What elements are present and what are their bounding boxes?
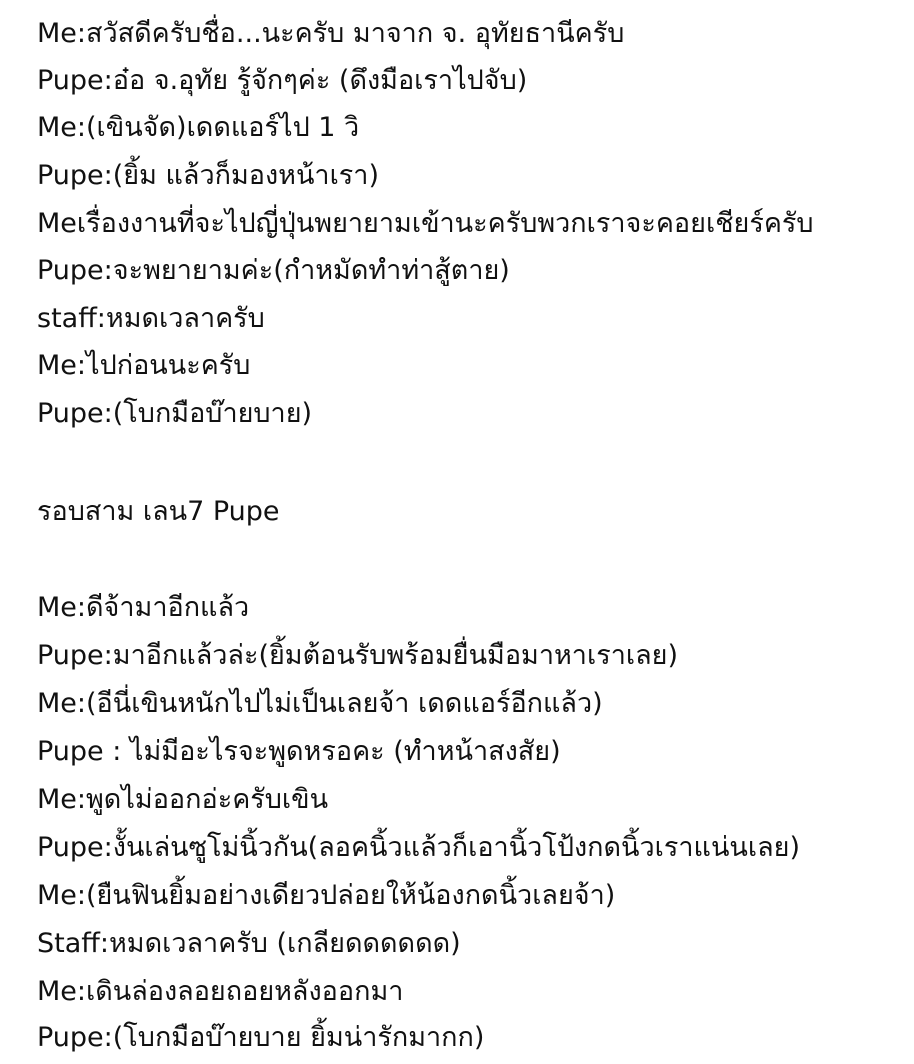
transcript-line: Me:(ยืนฟินยิ้มอย่างเดียวปล่อยให้น้องกดนิ้วเลยจ้า) <box>37 880 616 911</box>
transcript-line: Me:ดีจ้ามาอีกแล้ว <box>37 592 250 623</box>
transcript-line: Me:เดินล่องลอยถอยหลังออกมา <box>37 976 404 1007</box>
section-heading: รอบสาม เลน7 Pupe <box>37 496 280 527</box>
transcript-line: Me:พูดไม่ออกอ่ะครับเขิน <box>37 784 329 815</box>
transcript-line: Me:สวัสดีครับชื่อ...นะครับ มาจาก จ. อุทัยธานีครับ <box>37 18 625 49</box>
transcript-line: Me:ไปก่อนนะครับ <box>37 350 251 381</box>
transcript-line: Pupe:(โบกมือบ๊ายบาย ยิ้มน่ารักมากก) <box>37 1022 485 1053</box>
transcript-line: Meเรื่องงานที่จะไปญี่ปุ่นพยายามเข้านะครับพวกเราจะคอยเชียร์ครับ <box>37 208 814 239</box>
transcript-line: Pupe:จะพยายามค่ะ(กำหมัดทำท่าสู้ตาย) <box>37 255 510 286</box>
transcript-line: Pupe:มาอีกแล้วล่ะ(ยิ้มต้อนรับพร้อมยื่นมือมาหาเราเลย) <box>37 640 678 671</box>
transcript-line: staff:หมดเวลาครับ <box>37 303 265 334</box>
transcript-line: Pupe:อ๋อ จ.อุทัย รู้จักๆค่ะ (ดึงมือเราไปจับ) <box>37 65 528 96</box>
transcript-line: Pupe:(ยิ้ม แล้วก็มองหน้าเรา) <box>37 160 379 191</box>
transcript-line: Pupe : ไม่มีอะไรจะพูดหรอคะ (ทำหน้าสงสัย) <box>37 736 561 767</box>
transcript-line: Staff:หมดเวลาครับ (เกลียดดดดดด) <box>37 928 461 959</box>
transcript-line: Me:(อีนี่เขินหนักไปไม่เป็นเลยจ้า เดดแอร์อีกแล้ว) <box>37 688 603 719</box>
transcript-line: Pupe:งั้นเล่นซูโม่นิ้วกัน(ลอคนิ้วแล้วก็เอานิ้วโป้งกดนิ้วเราแน่นเลย) <box>37 832 801 863</box>
transcript-line: Me:(เขินจัด)เดดแอร์ไป 1 วิ <box>37 112 360 143</box>
transcript-line: Pupe:(โบกมือบ๊ายบาย) <box>37 398 313 429</box>
